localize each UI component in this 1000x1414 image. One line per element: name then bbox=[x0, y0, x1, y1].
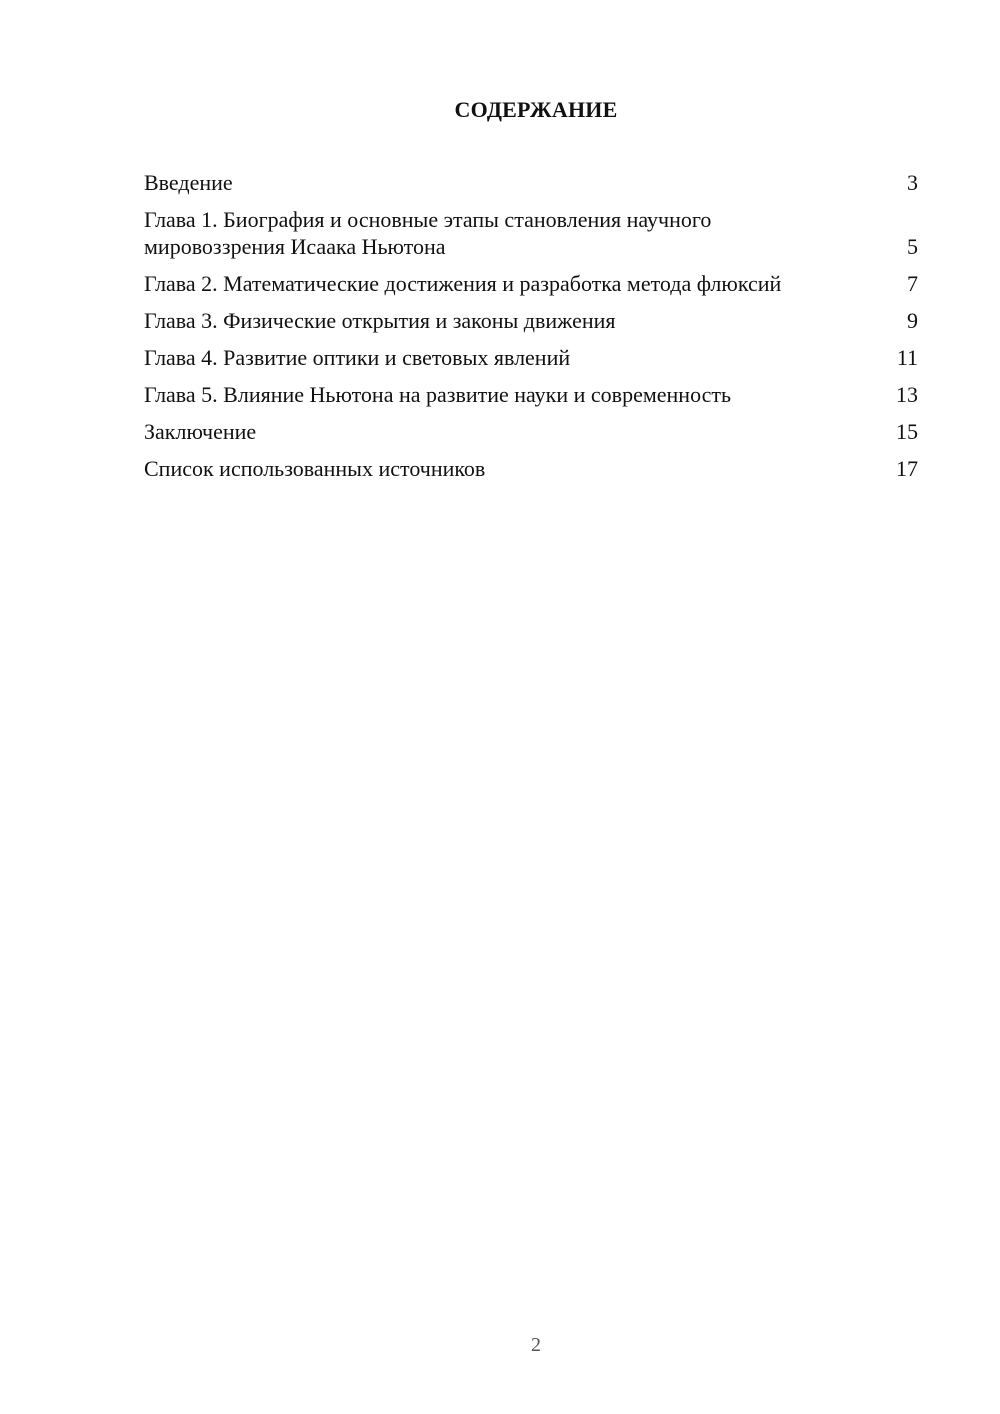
toc-entry-page: 17 bbox=[896, 455, 918, 481]
toc-entry-label: Глава 4. Развитие оптики и световых явлений bbox=[144, 344, 571, 370]
toc-entry-page: 5 bbox=[907, 233, 918, 259]
toc-entry bbox=[144, 419, 918, 446]
toc-entry-page: 9 bbox=[907, 307, 918, 333]
toc-entry-page: 15 bbox=[896, 418, 918, 444]
toc-entry bbox=[144, 308, 918, 335]
toc-entry bbox=[144, 170, 918, 197]
toc-entry bbox=[144, 271, 918, 298]
toc-title: СОДЕРЖАНИЕ bbox=[454, 97, 618, 122]
toc-entry-label: Список использованных источников bbox=[144, 455, 486, 481]
toc-entry-page: 11 bbox=[896, 344, 918, 370]
toc-entry bbox=[144, 382, 918, 409]
toc-entry-label: Введение bbox=[144, 170, 233, 195]
toc-entry-page: 3 bbox=[907, 170, 918, 195]
toc-entry bbox=[144, 345, 918, 372]
toc-entry bbox=[144, 456, 918, 483]
toc-entry-label: Глава 3. Физические открытия и законы движения bbox=[144, 307, 616, 333]
toc-entry-label: Глава 2. Математические достижения и разработка метода флюксий bbox=[144, 270, 782, 296]
toc-entry-label: Глава 1. Биография и основные этапы становления научного мировоззрения Исаака Ньютона bbox=[144, 207, 712, 259]
table-of-contents bbox=[144, 170, 918, 493]
toc-entry-label: Заключение bbox=[144, 418, 257, 444]
toc-entry-label: Глава 5. Влияние Ньютона на развитие науки и современность bbox=[144, 381, 732, 407]
toc-entry-page: 13 bbox=[896, 381, 918, 407]
toc-entry-page: 7 bbox=[907, 270, 918, 296]
page-number: 2 bbox=[531, 1334, 541, 1356]
toc-entry bbox=[144, 207, 918, 260]
